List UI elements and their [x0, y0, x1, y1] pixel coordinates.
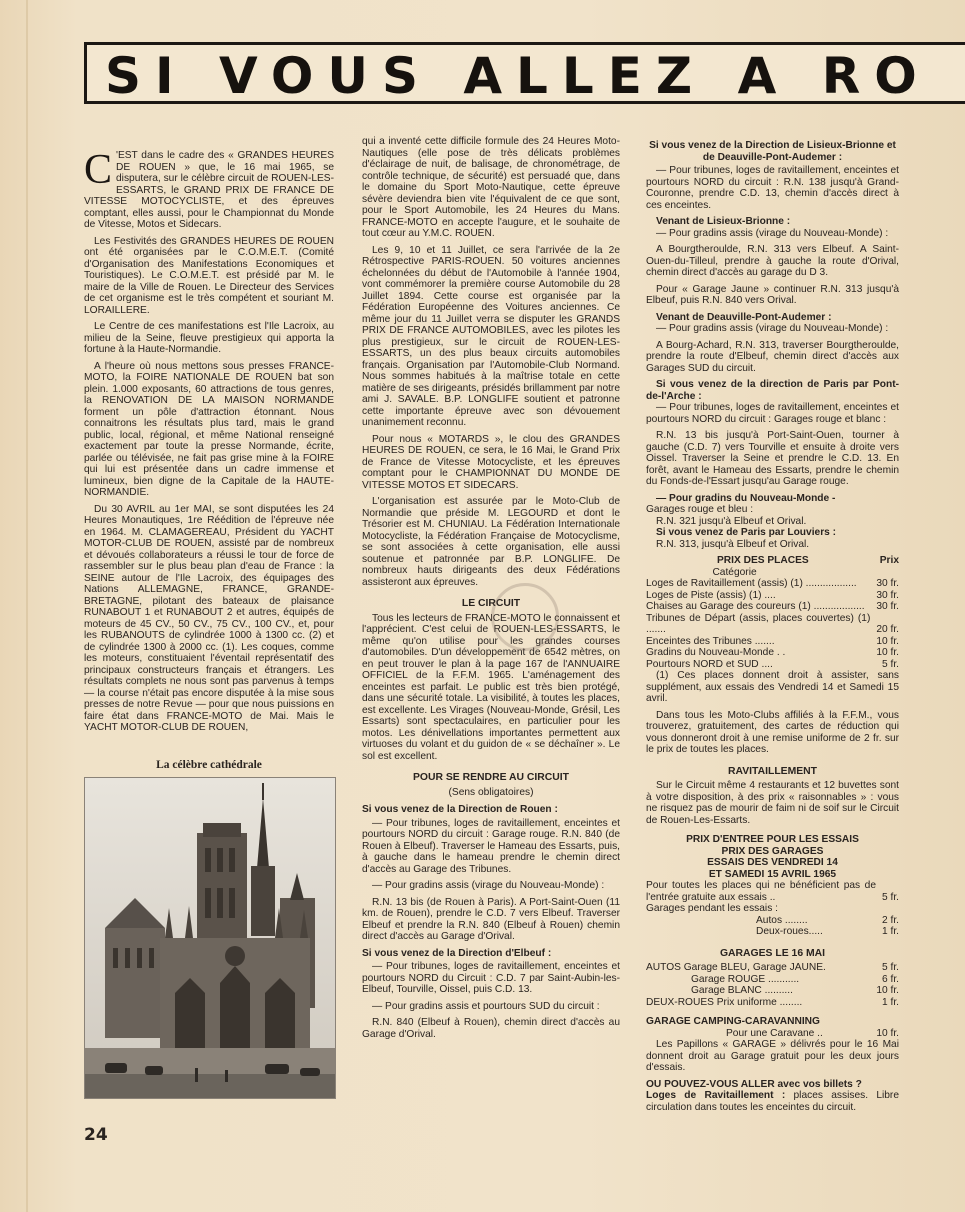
intro-text: 'EST dans le cadre des « GRANDES HEURES DE ROUEN » que, le 16 mai 1965, se disputera, sur le célèbre circuit de ROUEN-LES-ESSARTS, le GRAND PRIX DE FRANCE DE VITESSE MOTOCYCLISTE, et des épreuves comptant, elles aussi, pour le Championnat du Monde de Vitesse, Motos et Sidecars. [84, 150, 334, 230]
price-label: Garage ROUGE ........... [691, 973, 800, 985]
column-3 [646, 140, 899, 1113]
paragraph: — Pour tribunes, loges de ravitaillement, enceintes et pourtours NORD du circuit : R.N. 138 jusqu'à Grand-Couronne, prendre C.D. 13, chemin d'accès direct à ces enceintes. [646, 165, 899, 211]
watermark-stamp [491, 583, 559, 651]
paragraph: Du 30 AVRIL au 1er MAI, se sont disputées les 24 Heures Monautiques, 1re Réédition de l'épreuve née en 1964. M. CLAMAGEREAU, Président du YACHT MOTOR-CLUB DE ROUEN, assisté par de nombreux et dévoués collaborateurs a réussi le tour de force de rassembler sur le plus beau plan d'eau de France : la SEINE autour de l'Ile Lacroix, des équipages des Nations ALLEMAGNE, FRANCE, GRANDE-BRETAGNE, pilotant des bateaux de plaisance RUNABOUT 1 et RUNABOUT 2 et autres, équipés de moteurs de 45 CV., 50 CV., 75 CV., 100 CV., et, pour les RUBANOUTS de cylindrée 1000 à 1300 cc. (2) et de cylindrée 1300 à 2000 cc. (1). Les coques, comme les moteurs, constituaient l'éventail représentatif des principaux constructeurs français et étrangers. Les résultats complets ne nous sont pas parvenus à temps — la course n'était pas encore disputée à la mise sous presses de notre Revue — pour que nous puissions en faire état dans FRANCE-MOTO de Mai. Mais le YACHT MOTOR-CLUB DE ROUEN, [84, 503, 334, 733]
price-label: Deux-roues..... [756, 926, 823, 937]
headline: SI VOUS ALLEZ A RO [105, 47, 931, 104]
section-heading-essais: ESSAIS DES VENDREDI 14 [707, 857, 838, 868]
price-list [646, 578, 899, 670]
price-label: Pour toutes les places qui ne bénéficient pas de l'entrée gratuite aux essais .. [646, 880, 876, 903]
section-heading-directions: POUR SE RENDRE AU CIRCUIT [412, 772, 570, 783]
price-column-label: Prix [879, 555, 899, 566]
price-label: AUTOS Garage BLEU, Garage JAUNE. [646, 962, 826, 973]
paragraph: Les 9, 10 et 11 Juillet, ce sera l'arrivée de la 2e Rétrospective PARIS-ROUEN. 50 voitures anciennes échelonnées du début de l'Automobile à l'année 1904, vont commémorer la première course Automobile du 28 Juillet 1894. Cette course est organisée par la Fédération Européenne des Voitures anciennes. Ce même jour du 11 Juillet verra se disputer les GRANDS PRIX DE FRANCE AUTOMOBILES, avec les pilotes les plus prestigieux, sur le circuit de ROUEN-LES-ESSARTS, un des plus beaux circuits automobiles français. Organisation par l'Automobile-Club Normand. Nous sommes habitués à la maîtrise totale en cette matière de ses dirigeants, présidés brillamment par notre ami J. SAVALE. B.P. LONGLIFE soutient et patronne cette importante épreuve avec son dévouement unanimement reconnu. [362, 244, 620, 428]
direction-heading: Si vous venez de la Direction d'Elbeuf : [362, 947, 552, 959]
price-value: 5 fr. [882, 658, 899, 670]
price-label: Tribunes de Départ (assis, places couvertes) (1) ....... [646, 612, 871, 635]
access-label: Loges de Ravitaillement : [646, 1090, 786, 1101]
intro-paragraph [84, 147, 334, 231]
paragraph: A l'heure où nous mettons sous presses FRANCE-MOTO, la FOIRE NATIONALE DE ROUEN bat son plein. 1.000 exposants, 60 attractions de tous genres, la RENOVATION DE LA MAISON NORMANDE forment un pôle d'attraction étonnant. Nous connaitrons les résultats plus tard, mais le grand public, local, régional, et même National renseigné exactement par toute la presse Normande, écrite, parlée ou télévisée, ne fait pas grise mine à la FOIRE qui lui est présentée dans un cadre immense et lumineux, bien digne de la Capitale de la HAUTE-NORMANDIE. [84, 360, 334, 498]
headline-banner [84, 42, 965, 104]
paragraph: R.N. 840 (Elbeuf à Rouen), chemin direct d'accès au Garage d'Orival. [362, 1017, 620, 1040]
drop-cap: C [84, 147, 113, 193]
paragraph: A Bourgtheroulde, R.N. 313 vers Elbeuf. A Saint-Ouen-du-Tilleul, prendre à gauche la route d'Orival, chemin direct d'accès au garage du D 3. [646, 244, 899, 278]
paragraph: qui a inventé cette difficile formule des 24 Heures Moto-Nautiques (elle pose de très délicats problèmes d'éclairage de nuit, de balisage, de chronométrage, de contrôle technique, de sécurité) est persuadé que, dans le domaine du Sport Moto-Nautique, cette épreuve sévère deviendra bien vite l'équivalent de ce que sont, pour le Sport Automobile, les 24 Heures du Mans. FRANCE-MOTO en accepte l'augure, et le souhaite de tout cœur au Y.M.C. ROUEN. [362, 136, 620, 239]
price-value: 5 fr. [882, 962, 899, 973]
direction-heading: Si vous venez de Paris par Louviers : [656, 527, 837, 538]
page-spine [26, 0, 28, 1212]
price-row [646, 601, 899, 613]
text-line: R.N. 321 jusqu'à Elbeuf et Orival. [656, 515, 807, 527]
text-line: Garages pendant les essais : [646, 903, 778, 914]
price-value: 5 fr. [882, 891, 899, 903]
paragraph: — Pour tribunes, loges de ravitaillement, enceintes et pourtours NORD du Circuit : C.D. 7 par Saint-Aubin-les-Elbeuf, Tourville, Oissel, puis C.D. 13. [362, 961, 620, 995]
price-row [646, 962, 899, 974]
section-heading-essais: PRIX DES GARAGES [721, 845, 824, 857]
price-value: 2 fr. [882, 914, 899, 926]
price-label: Gradins du Nouveau-Monde . . [646, 647, 786, 658]
category-label: Catégorie [712, 566, 757, 578]
cathedral-illustration [85, 778, 335, 1098]
price-label: Loges de Piste (assis) (1) .... [646, 589, 776, 601]
section-subheading: (Sens obligatoires) [448, 786, 534, 798]
direction-heading: Si vous venez de la Direction de Lisieux-Brionne et de Deauville-Pont-Audemer : [649, 140, 896, 163]
paragraph: Les Papillons « GARAGE » délivrés pour le 16 Mai donnent droit au Garage gratuit pour les deux jours d'essais. [646, 1039, 899, 1073]
price-label: Enceintes des Tribunes ....... [646, 635, 775, 647]
access-text: places assises. Libre circulation dans toutes les enceintes du circuit. [646, 1090, 899, 1113]
text-line: Garages rouge et bleu : [646, 504, 754, 515]
paragraph: — Pour gradins assis (virage du Nouveau-Monde) : [656, 227, 889, 239]
price-label: Garage BLANC .......... [691, 985, 793, 996]
paragraph: — Pour tribunes, loges de ravitaillement, enceintes et pourtours NORD du circuit : Garages rouge et blanc : [646, 402, 899, 425]
paragraph: L'organisation est assurée par le Moto-Club de Normandie que préside M. LEGOURD et dont le Trésorier est M. CHUNIAU. La Fédération Internationale Motocycliste, la Fédération Française de Motocyclisme, se sont associées à cette organisation, elle aussi soutenue et patronnée par B.P. LONGLIFE. De nombreux hauts dirigeants des deux Fédérations assisteront aux épreuves. [362, 496, 620, 588]
direction-heading: Venant de Lisieux-Brionne : [656, 216, 791, 227]
price-label: Loges de Ravitaillement (assis) (1) .................. [646, 578, 857, 589]
paragraph: R.N. 13 bis (de Rouen à Paris). A Port-Saint-Ouen (11 km. de Rouen), prendre le C.D. 7 vers Elbeuf. Traverser Elbeuf et prendre la R.N. 840 (Elbeuf à Rouen) chemin direct d'accès au Garage d'Orival. [362, 896, 620, 942]
price-row [646, 974, 899, 986]
paragraph: Pour nous « MOTARDS », le clou des GRANDES HEURES DE ROUEN, ce sera, le 16 Mai, le Grand Prix de France de Vitesse Motocycliste, et les épreuves comptant pour le CHAMPIONNAT DU MONDE DE VITESSE MOTOS ET SIDECARS. [362, 433, 620, 491]
page-number: 24 [84, 1125, 108, 1145]
section-heading-camping: GARAGE CAMPING-CARAVANNING [646, 1016, 820, 1027]
access-paragraph [646, 1090, 899, 1113]
price-value: 30 fr. [876, 578, 899, 589]
paragraph: R.N. 13 bis jusqu'à Port-Saint-Ouen, tourner à gauche (C.D. 7) vers Tourville et ensuite à droite vers Oissel. Traverser la Seine et prendre le C.D. 13. En forêt, avant le Hameau des Essarts, prendre le chemin du Fonds-de-l'Essart jusqu'au Garage rouge. [646, 430, 899, 487]
column-1 [84, 147, 334, 739]
price-label: DEUX-ROUES Prix uniforme ........ [646, 996, 803, 1008]
paragraph: (1) Ces places donnent droit à assister, sans supplément, aux essais des Vendredi 14 et Samedi 15 avril. [646, 670, 899, 704]
paragraph: Sur le Circuit même 4 restaurants et 12 buvettes sont à votre disposition, à des prix « raisonnables » : vous ne risquez pas de mourir de faim ni de soif sur le Circuit de Rouen-Les-Essarts. [646, 780, 899, 826]
price-row [646, 613, 899, 636]
direction-heading: Si vous venez de la Direction de Rouen : [362, 804, 558, 815]
price-value: 10 fr. [876, 635, 899, 647]
price-label: Pour une Caravane .. [726, 1027, 823, 1039]
direction-heading: — Pour gradins du Nouveau-Monde - [656, 492, 836, 504]
price-value: 10 fr. [876, 1027, 899, 1039]
section-heading-essais: PRIX D'ENTREE POUR LES ESSAIS [686, 834, 859, 845]
price-row [646, 636, 899, 648]
direction-heading: Si vous venez de la direction de Paris par Pont-de-l'Arche : [646, 379, 899, 402]
section-heading-ravitaillement: RAVITAILLEMENT [727, 765, 818, 777]
photo-caption: La célèbre cathédrale [156, 759, 262, 771]
price-row [646, 880, 899, 903]
price-label: Autos ........ [756, 914, 808, 926]
price-value: 1 fr. [882, 996, 899, 1008]
price-row [646, 985, 899, 997]
paragraph: Le Centre de ces manifestations est l'Ile Lacroix, au milieu de la Seine, fleuve prestigieux qui apporta la fortune à la Haute-Normandie. [84, 321, 334, 355]
price-value: 30 fr. [876, 589, 899, 601]
price-label: Pourtours NORD et SUD .... [646, 658, 773, 670]
paragraph: — Pour gradins assis (virage du Nouveau-Monde) : [372, 880, 605, 891]
price-value: 6 fr. [882, 973, 899, 985]
section-heading-essais: ET SAMEDI 15 AVRIL 1965 [708, 868, 837, 880]
price-value: 30 fr. [876, 601, 899, 612]
paragraph: A Bourg-Achard, R.N. 313, traverser Bourgtheroulde, prendre la route d'Elbeuf, chemin direct d'accès aux Garages SUD du circuit. [646, 339, 899, 374]
price-row [646, 647, 899, 659]
paragraph: Pour « Garage Jaune » continuer R.N. 313 jusqu'à Elbeuf, puis R.N. 840 vers Orival. [646, 283, 899, 306]
paragraph: — Pour tribunes, loges de ravitaillement, enceintes et pourtours NORD du circuit : Garage rouge. R.N. 840 (de Rouen à Elbeuf). Traverser le Hameau des Essarts, puis, à gauche dans le hameau prendre le chemin direct d'accès au Garage des Tribunes. [362, 817, 620, 875]
paragraph: Les Festivités des GRANDES HEURES DE ROUEN ont été organisées par le C.O.M.E.T. (Comité d'Organisation des Manifestations Economiques et Touristiques). Le C.O.M.E.T. est présidé par M. le maire de la Ville de Rouen. Le Directeur des Services de cet organisme est le très compétent et souriant M. LORAILLERE. [84, 235, 334, 316]
price-value: 10 fr. [876, 647, 899, 658]
text-line: R.N. 313, jusqu'à Elbeuf et Orival. [656, 538, 810, 550]
paragraph: Tous les lecteurs de FRANCE-MOTO le connaissent et l'apprécient. C'est celui de ROUEN-LES-ESSARTS, le même qu'on utilise pour les grandes courses d'automobiles. D'un développement de 6542 mètres, on en peut trouver le plan à la page 167 de l'ANNUAIRE OFFICIEL de la F.F.M. 1965. L'aménagement des enceintes est parfait. Le public est très bien protégé, dans une sécurité totale. La visibilité, à toutes les places, est excellente. Les Virages (Nouveau-Monde, Grésil, Les Essarts) sont spectaculaires, en particulier pour les motos. Les dénivellations importantes permettent aux virtuoses du volant et du guidon de « se déchaîner ». Le sol est excellent. [362, 612, 620, 762]
price-label: Chaises au Garage des coureurs (1) .................. [646, 601, 865, 612]
price-row [646, 578, 899, 590]
price-value: 20 fr. [876, 624, 899, 635]
price-table-header [646, 555, 899, 567]
section-heading-access: OU POUVEZ-VOUS ALLER avec vos billets ? [646, 1078, 862, 1090]
price-row [646, 590, 899, 602]
price-row [646, 997, 899, 1009]
direction-heading: Venant de Deauville-Pont-Audemer : [656, 311, 832, 323]
price-row [646, 926, 899, 938]
column-2 [362, 136, 620, 1045]
price-row [646, 659, 899, 671]
section-heading-garages: GARAGES LE 16 MAI [719, 947, 826, 959]
paragraph: — Pour gradins assis et pourtours SUD du circuit : [372, 1000, 600, 1012]
price-value: 1 fr. [882, 926, 899, 937]
price-row [646, 915, 899, 927]
price-table-title: PRIX DES PLACES [717, 555, 809, 566]
paragraph: Dans tous les Moto-Clubs affiliés à la F.F.M., vous trouverez, gratuitement, des cartes de réduction qui vous donneront droit à une remise uniforme de 2 fr. sur le prix de toutes les places. [646, 709, 899, 755]
price-value: 10 fr. [876, 985, 899, 996]
cathedral-photo [84, 777, 336, 1099]
section-heading-circuit: LE CIRCUIT [461, 598, 521, 609]
paragraph: — Pour gradins assis (virage du Nouveau-Monde) : [656, 323, 889, 334]
price-row [646, 1028, 899, 1040]
